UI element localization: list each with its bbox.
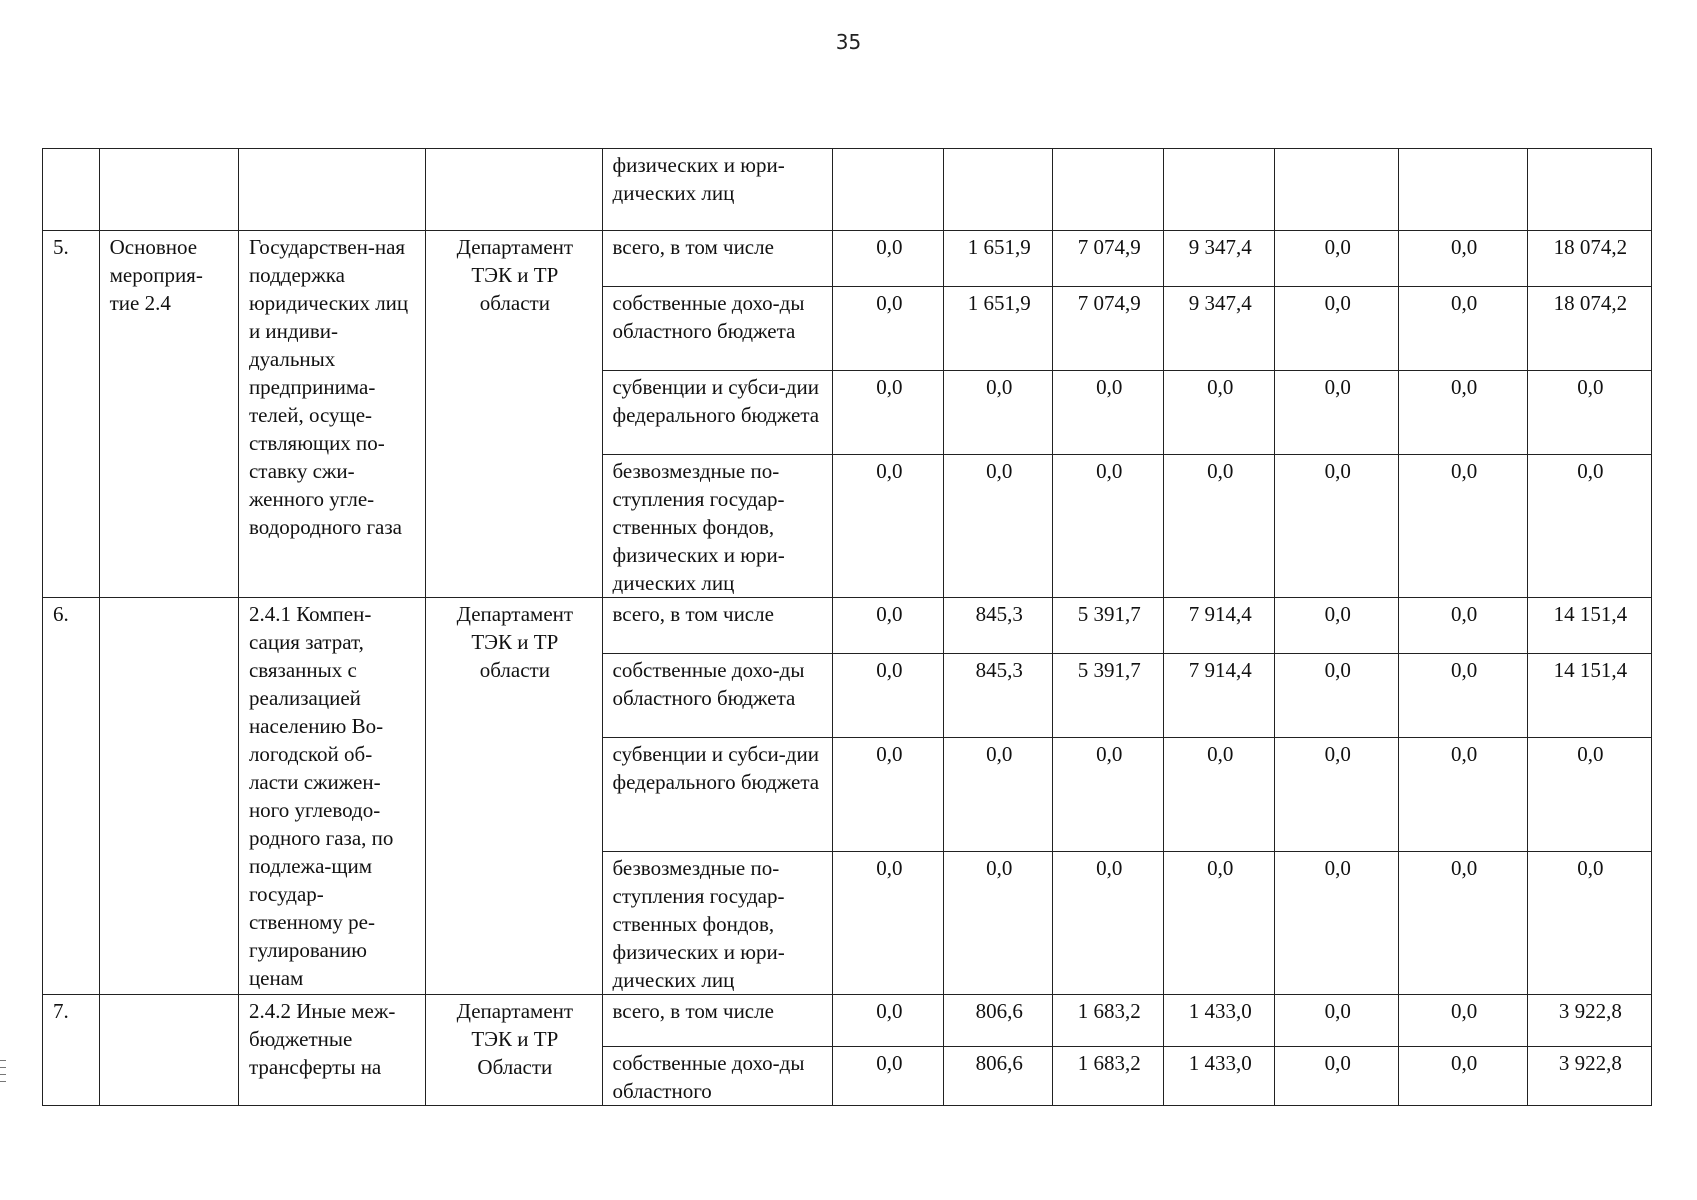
value-cell: 0,0 — [833, 1047, 944, 1106]
value-cell: 0,0 — [1275, 598, 1399, 654]
value-cell: 0,0 — [1527, 371, 1651, 455]
funding-source: физических и юри-дических лиц — [602, 149, 833, 231]
value-cell: 0,0 — [1275, 231, 1399, 287]
value-cell: 0,0 — [833, 287, 944, 371]
page-number: 35 — [835, 30, 862, 54]
funding-source: субвенции и субси-дии федерального бюджета — [602, 738, 833, 852]
value-cell: 0,0 — [1275, 995, 1399, 1047]
row-description: 2.4.1 Компен-сация затрат, связанных с реализацией населению Во-логодской об-ласти сжижен-ного углеводо-родного газа, по подлежа-щим государ-ственному ре-гулированию ценам — [238, 598, 425, 995]
value-cell: 0,0 — [1399, 852, 1527, 995]
row-department — [426, 149, 602, 231]
row-description: 2.4.2 Иные меж-бюджетные трансферты на — [238, 995, 425, 1106]
row-description — [238, 149, 425, 231]
value-cell: 0,0 — [1053, 738, 1164, 852]
value-cell: 845,3 — [944, 654, 1053, 738]
value-cell: 3 922,8 — [1527, 995, 1651, 1047]
row-name: Основное мероприя-тие 2.4 — [99, 231, 238, 598]
funding-source: безвозмездные по-ступления государ-ственных фондов, физических и юри-дических лиц — [602, 852, 833, 995]
value-cell: 0,0 — [944, 455, 1053, 598]
row-department: Департамент ТЭК и ТР области — [426, 598, 602, 995]
value-cell: 0,0 — [1275, 287, 1399, 371]
value-cell: 3 922,8 — [1527, 1047, 1651, 1106]
value-cell: 0,0 — [1164, 852, 1275, 995]
value-cell: 0,0 — [833, 371, 944, 455]
value-cell: 0,0 — [944, 371, 1053, 455]
value-cell: 1 433,0 — [1164, 995, 1275, 1047]
row-index — [43, 149, 100, 231]
row-index: 5. — [43, 231, 100, 598]
value-cell: 0,0 — [1399, 654, 1527, 738]
value-cell — [1399, 149, 1527, 231]
value-cell: 5 391,7 — [1053, 598, 1164, 654]
value-cell: 0,0 — [1399, 371, 1527, 455]
funding-source: всего, в том числе — [602, 995, 833, 1047]
value-cell: 0,0 — [833, 654, 944, 738]
value-cell: 0,0 — [833, 455, 944, 598]
value-cell: 0,0 — [833, 231, 944, 287]
value-cell: 9 347,4 — [1164, 287, 1275, 371]
value-cell: 0,0 — [1275, 1047, 1399, 1106]
funding-source: всего, в том числе — [602, 598, 833, 654]
row-index: 6. — [43, 598, 100, 995]
value-cell: 0,0 — [833, 738, 944, 852]
value-cell: 0,0 — [1053, 455, 1164, 598]
value-cell: 845,3 — [944, 598, 1053, 654]
table-row — [43, 995, 1652, 1047]
row-name — [99, 598, 238, 995]
value-cell: 0,0 — [1399, 455, 1527, 598]
value-cell: 14 151,4 — [1527, 598, 1651, 654]
value-cell — [944, 149, 1053, 231]
value-cell: 0,0 — [1399, 995, 1527, 1047]
value-cell: 0,0 — [1527, 738, 1651, 852]
value-cell: 0,0 — [1275, 852, 1399, 995]
budget-table — [42, 148, 1652, 1106]
value-cell: 0,0 — [1399, 1047, 1527, 1106]
funding-source: безвозмездные по-ступления государ-ственных фондов, физических и юри-дических лиц — [602, 455, 833, 598]
value-cell — [1527, 149, 1651, 231]
value-cell: 0,0 — [1053, 371, 1164, 455]
value-cell: 0,0 — [1275, 738, 1399, 852]
value-cell: 806,6 — [944, 995, 1053, 1047]
value-cell: 0,0 — [1053, 852, 1164, 995]
value-cell: 0,0 — [1399, 738, 1527, 852]
value-cell: 0,0 — [1527, 852, 1651, 995]
value-cell: 9 347,4 — [1164, 231, 1275, 287]
value-cell: 0,0 — [833, 995, 944, 1047]
value-cell: 0,0 — [833, 598, 944, 654]
row-name — [99, 149, 238, 231]
value-cell: 0,0 — [1164, 371, 1275, 455]
value-cell: 5 391,7 — [1053, 654, 1164, 738]
value-cell: 7 074,9 — [1053, 231, 1164, 287]
value-cell: 1 683,2 — [1053, 1047, 1164, 1106]
value-cell: 7 074,9 — [1053, 287, 1164, 371]
funding-source: собственные дохо-ды областного — [602, 1047, 833, 1106]
value-cell: 0,0 — [944, 738, 1053, 852]
value-cell: 806,6 — [944, 1047, 1053, 1106]
row-name — [99, 995, 238, 1106]
row-department: Департамент ТЭК и ТР Области — [426, 995, 602, 1106]
value-cell: 1 433,0 — [1164, 1047, 1275, 1106]
value-cell: 1 651,9 — [944, 231, 1053, 287]
value-cell: 0,0 — [1399, 598, 1527, 654]
value-cell: 0,0 — [1399, 287, 1527, 371]
table-row — [43, 149, 1652, 231]
value-cell: 0,0 — [833, 852, 944, 995]
value-cell: 14 151,4 — [1527, 654, 1651, 738]
row-description: Государствен-ная поддержка юридических лиц и индиви-дуальных предпринима-телей, осуще-ствляющих по-ставку сжи-женного угле-водородного газа — [238, 231, 425, 598]
value-cell: 18 074,2 — [1527, 287, 1651, 371]
value-cell: 7 914,4 — [1164, 654, 1275, 738]
value-cell: 1 683,2 — [1053, 995, 1164, 1047]
value-cell — [1164, 149, 1275, 231]
value-cell — [833, 149, 944, 231]
row-department: Департамент ТЭК и ТР области — [426, 231, 602, 598]
value-cell: 1 651,9 — [944, 287, 1053, 371]
value-cell: 0,0 — [1275, 654, 1399, 738]
table-row — [43, 598, 1652, 654]
value-cell: 0,0 — [1164, 738, 1275, 852]
funding-source: всего, в том числе — [602, 231, 833, 287]
value-cell: 0,0 — [1164, 455, 1275, 598]
value-cell: 0,0 — [1399, 231, 1527, 287]
value-cell: 0,0 — [1275, 371, 1399, 455]
table-row — [43, 231, 1652, 287]
value-cell: 7 914,4 — [1164, 598, 1275, 654]
value-cell — [1275, 149, 1399, 231]
value-cell: 0,0 — [1527, 455, 1651, 598]
funding-source: собственные дохо-ды областного бюджета — [602, 287, 833, 371]
row-index: 7. — [43, 995, 100, 1106]
value-cell — [1053, 149, 1164, 231]
value-cell: 0,0 — [1275, 455, 1399, 598]
funding-source: собственные дохо-ды областного бюджета — [602, 654, 833, 738]
value-cell: 0,0 — [944, 852, 1053, 995]
value-cell: 18 074,2 — [1527, 231, 1651, 287]
scan-margin-marks — [0, 1060, 6, 1088]
funding-source: субвенции и субси-дии федерального бюджета — [602, 371, 833, 455]
